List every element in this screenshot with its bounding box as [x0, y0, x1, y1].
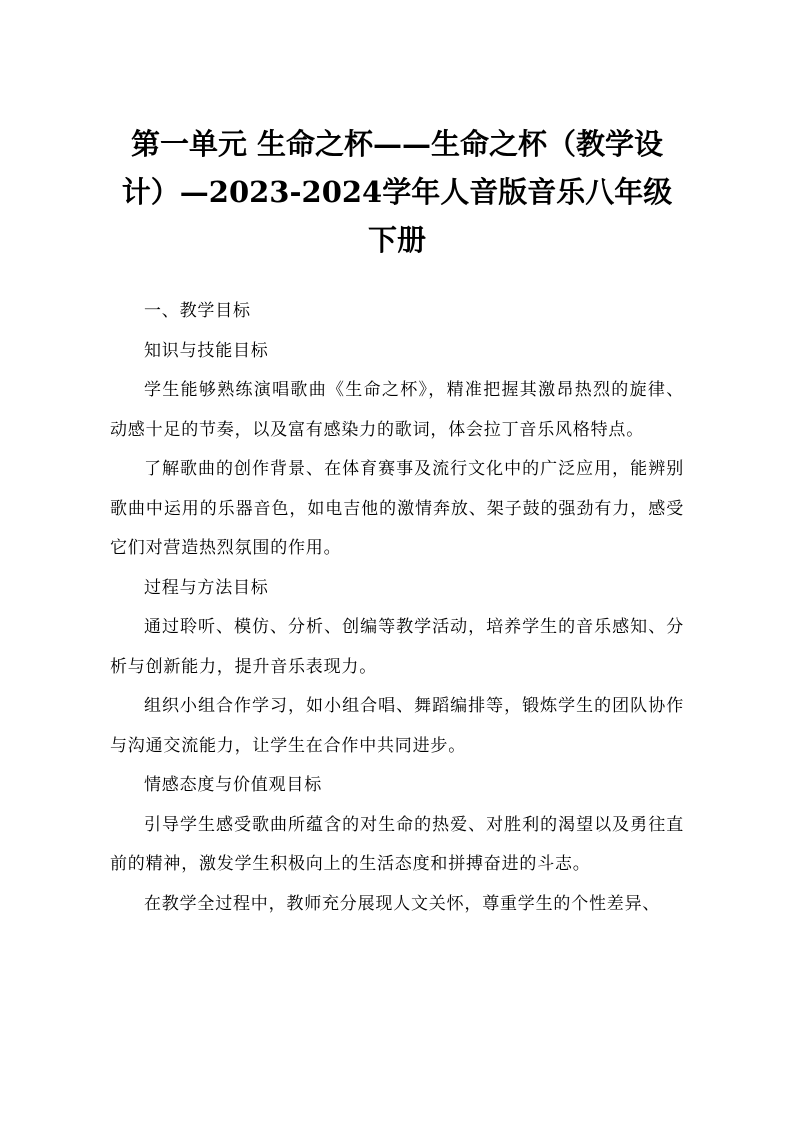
document-title: 第一单元 生命之杯——生命之杯（教学设计）—2023-2024学年人音版音乐八年级下册: [121, 127, 673, 257]
paragraph: 学生能够熟练演唱歌曲《生命之杯》，精准把握其激昂热烈的旋律、动感十足的节奏，以及富有感染力的歌词，体会拉丁音乐风格特点。: [110, 380, 684, 440]
document-body: [110, 292, 684, 924]
subheading-knowledge-skills: 知识与技能目标: [144, 340, 269, 361]
subheading-process-method: 过程与方法目标: [144, 577, 269, 598]
paragraph: 在教学全过程中，教师充分展现人文关怀，尊重学生的个性差异、: [144, 893, 661, 914]
paragraph: 组织小组合作学习，如小组合唱、舞蹈编排等，锻炼学生的团队协作与沟通交流能力，让学生在合作中共同进步。: [110, 696, 684, 756]
section-heading-teaching-goals: 一、教学目标: [144, 301, 251, 321]
subheading-emotion-values: 情感态度与价值观目标: [144, 775, 322, 795]
paragraph: 引导学生感受歌曲所蕴含的对生命的热爱、对胜利的渴望以及勇往直前的精神，激发学生积极向上的生活态度和拼搏奋进的斗志。: [110, 814, 684, 874]
paragraph: 了解歌曲的创作背景、在体育赛事及流行文化中的广泛应用，能辨别歌曲中运用的乐器音色，如电吉他的激情奔放、架子鼓的强劲有力，感受它们对营造热烈氛围的作用。: [110, 459, 684, 558]
paragraph: 通过聆听、模仿、分析、创编等教学活动，培养学生的音乐感知、分析与创新能力，提升音乐表现力。: [110, 617, 684, 677]
